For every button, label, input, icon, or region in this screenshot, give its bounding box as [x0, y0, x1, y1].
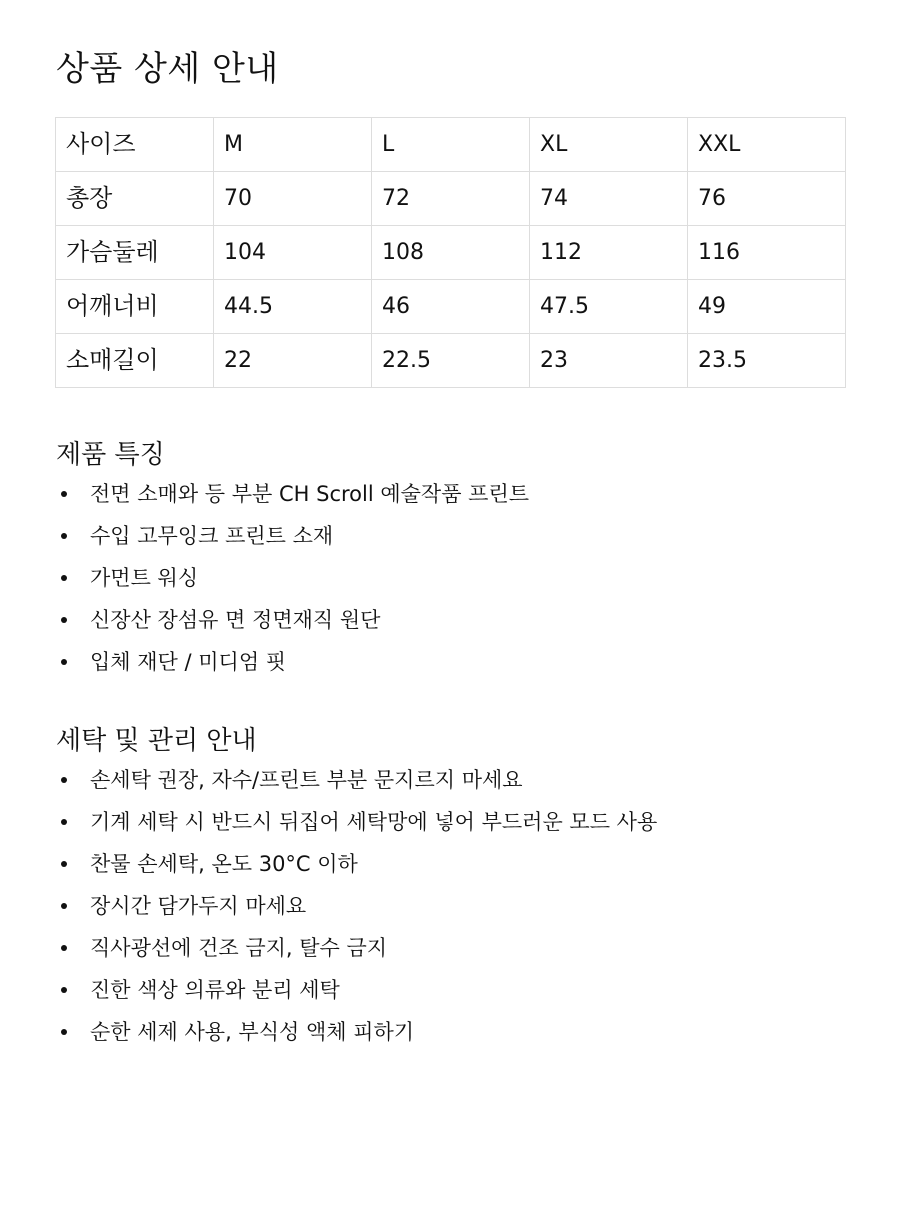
list-item-text: 가먼트 워싱 — [90, 566, 199, 590]
size-table-header-row — [56, 118, 846, 172]
features-list — [0, 473, 529, 683]
list-item-text: 장시간 담가두지 마세요 — [90, 894, 307, 918]
table-cell: 22.5 — [372, 334, 530, 388]
list-item — [0, 515, 529, 557]
size-table — [55, 117, 846, 388]
list-item-text: 신장산 장섬유 면 정면재직 원단 — [90, 608, 381, 632]
bullet-icon — [61, 491, 67, 497]
list-item — [0, 759, 657, 801]
table-cell: 104 — [214, 226, 372, 280]
table-cell: 108 — [372, 226, 530, 280]
size-table-row-shoulder — [56, 280, 846, 334]
list-item-text: 순한 세제 사용, 부식성 액체 피하기 — [90, 1020, 415, 1044]
list-item — [0, 473, 529, 515]
bullet-icon — [61, 1029, 67, 1035]
list-item-text: 손세탁 권장, 자수/프린트 부분 문지르지 마세요 — [90, 768, 523, 792]
list-item — [0, 1011, 657, 1053]
bullet-icon — [61, 575, 67, 581]
list-item-text: 직사광선에 건조 금지, 탈수 금지 — [90, 936, 388, 960]
bullet-icon — [61, 945, 67, 951]
list-item-text: 기계 세탁 시 반드시 뒤집어 세탁망에 넣어 부드러운 모드 사용 — [90, 810, 658, 834]
list-item-text: 수입 고무잉크 프린트 소재 — [90, 524, 334, 548]
size-header-label: 사이즈 — [56, 118, 214, 172]
list-item-text: 진한 색상 의류와 분리 세탁 — [90, 978, 340, 1002]
bullet-icon — [61, 617, 67, 623]
table-cell: 112 — [530, 226, 688, 280]
list-item — [0, 927, 657, 969]
table-cell: 22 — [214, 334, 372, 388]
row-label: 총장 — [56, 172, 214, 226]
list-item-text: 전면 소매와 등 부분 CH Scroll 예술작품 프린트 — [90, 482, 530, 506]
list-item — [0, 969, 657, 1011]
table-cell: 46 — [372, 280, 530, 334]
table-cell: 23.5 — [688, 334, 846, 388]
bullet-icon — [61, 819, 67, 825]
table-cell: 44.5 — [214, 280, 372, 334]
bullet-icon — [61, 777, 67, 783]
size-header-l: L — [372, 118, 530, 172]
list-item — [0, 801, 657, 843]
size-header-m: M — [214, 118, 372, 172]
size-table-row-chest — [56, 226, 846, 280]
bullet-icon — [61, 659, 67, 665]
size-table-row-sleeve — [56, 334, 846, 388]
table-cell: 49 — [688, 280, 846, 334]
table-cell: 72 — [372, 172, 530, 226]
list-item — [0, 885, 657, 927]
row-label: 어깨너비 — [56, 280, 214, 334]
table-cell: 47.5 — [530, 280, 688, 334]
row-label: 소매길이 — [56, 334, 214, 388]
list-item — [0, 641, 529, 683]
table-cell: 116 — [688, 226, 846, 280]
size-header-xl: XL — [530, 118, 688, 172]
list-item — [0, 599, 529, 641]
bullet-icon — [61, 861, 67, 867]
list-item-text: 찬물 손세탁, 온도 30°C 이하 — [90, 852, 358, 876]
table-cell: 70 — [214, 172, 372, 226]
page-title: 상품 상세 안내 — [56, 49, 279, 89]
bullet-icon — [61, 903, 67, 909]
table-cell: 76 — [688, 172, 846, 226]
row-label: 가슴둘레 — [56, 226, 214, 280]
care-heading: 세탁 및 관리 안내 — [56, 726, 257, 756]
table-cell: 23 — [530, 334, 688, 388]
bullet-icon — [61, 987, 67, 993]
care-list — [0, 759, 657, 1053]
size-table-row-length — [56, 172, 846, 226]
list-item — [0, 843, 657, 885]
bullet-icon — [61, 533, 67, 539]
size-header-xxl: XXL — [688, 118, 846, 172]
list-item-text: 입체 재단 / 미디엄 핏 — [90, 650, 287, 674]
list-item — [0, 557, 529, 599]
table-cell: 74 — [530, 172, 688, 226]
features-heading: 제품 특징 — [56, 440, 165, 470]
